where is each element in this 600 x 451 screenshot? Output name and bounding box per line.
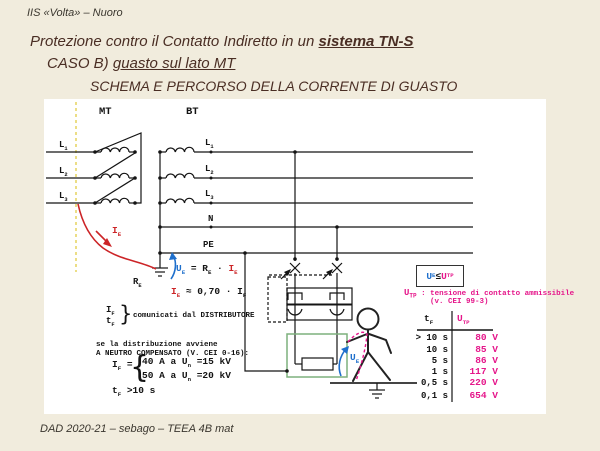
line-label-n: N (208, 214, 214, 224)
earth-electrode-re (152, 268, 168, 276)
table-row-tf-2: 5 s (431, 356, 448, 366)
table-header-tf: $t_F$ (424, 313, 434, 326)
table-row-utp-5: 654 V (469, 390, 498, 401)
table-header-utp: $U_{TP}$ (457, 313, 470, 326)
line-label-l3-bt: $L_3$ (205, 189, 214, 201)
ue-arrow-person (339, 349, 346, 376)
bt-label: BT (186, 106, 199, 118)
school-name: IIS «Volta» – Nuoro (27, 7, 123, 19)
neutro-note-1: se la distribuzione avviene (96, 341, 218, 349)
line-label-l2-bt: $L_2$ (205, 164, 214, 176)
distributor-note: comunicati dal DISTRIBUTORE (133, 312, 255, 320)
table-row-utp-3: 117 V (469, 366, 498, 377)
ue-formula: $U_E = R_E \cdot I_E$ (176, 263, 238, 276)
table-row-utp-4: 220 V (469, 377, 498, 388)
mt-label: MT (99, 106, 112, 118)
if-value-15kv: 40 A a $U_n =15$ kV (142, 356, 231, 369)
title-text: Protezione contro il Contatto Indiretto in un (30, 33, 319, 50)
delta-connection (95, 133, 141, 203)
utp-reference: (v. CEI 99-3) (430, 298, 489, 306)
re-label: $R_E$ (133, 277, 142, 289)
if-equals: $I_F$ = (112, 359, 133, 372)
table-row-tf-0: > 10 s (415, 333, 448, 343)
if-brace: { (130, 350, 150, 385)
utp-definition: $U_{TP}$ : tensione di contatto ammissibile (404, 288, 575, 300)
distributor-brace: } (119, 302, 133, 326)
person-figure (347, 309, 391, 382)
if-symbol: $I_F$ (106, 305, 115, 317)
person-ue-label: $U_E$ (350, 352, 360, 365)
line-label-l3-mt: $L_3$ (59, 191, 68, 203)
if-value-20kv: 50 A a $U_n =20$ kV (142, 370, 231, 383)
load-resistor (302, 358, 333, 370)
title-emphasis: sistema TN-S (318, 33, 414, 50)
table-row-tf-3: 1 s (431, 367, 448, 377)
table-row-tf-5: 0,1 s (420, 391, 448, 401)
line-label-l2-mt: $L_2$ (59, 166, 68, 178)
relay-box (287, 288, 352, 320)
line-label-l1-mt: $L_1$ (59, 140, 68, 152)
ie-label: $I_E$ (112, 225, 122, 238)
junction-dots (93, 150, 339, 373)
tf-symbol: $t_F$ (106, 316, 115, 328)
subtitle: SCHEMA E PERCORSO DELLA CORRENTE DI GUASTO (90, 78, 458, 94)
footer-credit: DAD 2020-21 – sebago – TEEA 4B mat (40, 423, 234, 435)
table-row-tf-1: 10 s (426, 345, 448, 355)
person-earth-symbol (369, 383, 385, 398)
touch-voltage-condition: U E ≤ U TP (416, 265, 464, 287)
table-row-tf-4: 0,5 s (420, 378, 448, 388)
bt-winding-coils (160, 147, 194, 203)
tf-value: $t_F >10$ s (112, 385, 156, 398)
table-row-utp-1: 85 V (475, 344, 498, 355)
line-label-l1-bt: $L_1$ (205, 138, 214, 150)
neutro-note-2: A NEUTRO COMPENSATO (V. CEI 0-16): (96, 350, 250, 358)
case-emphasis: guasto sul lato MT (112, 55, 236, 72)
line-label-pe: PE (203, 240, 214, 250)
table-row-utp-2: 86 V (475, 355, 498, 366)
ie-formula: $I_E \approx 0,70 \cdot I_F$ (171, 286, 247, 299)
case-prefix: CASO B) (47, 55, 113, 72)
table-row-utp-0: 80 V (475, 332, 498, 343)
